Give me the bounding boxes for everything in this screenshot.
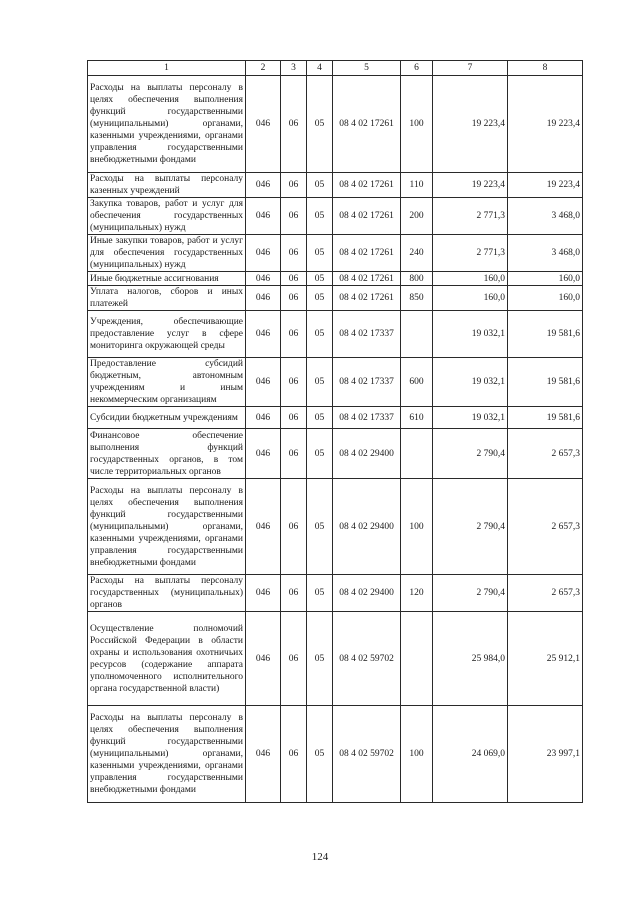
- row-amount-2: 19 581,6: [508, 407, 583, 429]
- row-name: Финансовое обеспечение выполнения функций государственных органов, в том числе территориальных органов: [88, 429, 246, 479]
- row-amount-1: 160,0: [433, 286, 508, 311]
- row-subsection: 05: [307, 198, 333, 235]
- row-expense-type: 240: [401, 235, 433, 272]
- row-section: 06: [281, 272, 307, 286]
- row-expense-type: 100: [401, 76, 433, 173]
- row-name: Иные закупки товаров, работ и услуг для обеспечения государственных (муниципальных) нужд: [88, 235, 246, 272]
- row-expense-type: [401, 612, 433, 706]
- row-section: 06: [281, 575, 307, 612]
- row-expense-type: 610: [401, 407, 433, 429]
- row-amount-1: 19 032,1: [433, 407, 508, 429]
- row-amount-2: 19 223,4: [508, 76, 583, 173]
- row-name: Осуществление полномочий Российской Федерации в области охраны и использования охотничьих ресурсов (содержание аппарата уполномоченного исполнительного органа государственной власти): [88, 612, 246, 706]
- row-subsection: 05: [307, 429, 333, 479]
- row-section: 06: [281, 76, 307, 173]
- row-expense-type: 850: [401, 286, 433, 311]
- header-col-2: 2: [246, 61, 281, 76]
- row-section: 06: [281, 173, 307, 198]
- row-expense-type: 200: [401, 198, 433, 235]
- table-row: [88, 575, 583, 612]
- row-name: Расходы на выплаты персоналу государственных (муниципальных) органов: [88, 575, 246, 612]
- header-col-3: 3: [281, 61, 307, 76]
- row-amount-1: 24 069,0: [433, 706, 508, 803]
- table-row: [88, 358, 583, 407]
- row-target-article: 08 4 02 17261: [333, 235, 401, 272]
- row-subsection: 05: [307, 612, 333, 706]
- table-row: [88, 173, 583, 198]
- row-section: 06: [281, 198, 307, 235]
- row-expense-type: 800: [401, 272, 433, 286]
- row-target-article: 08 4 02 29400: [333, 479, 401, 575]
- row-target-article: 08 4 02 29400: [333, 575, 401, 612]
- row-subsection: 05: [307, 479, 333, 575]
- header-col-1: 1: [88, 61, 246, 76]
- row-amount-1: 160,0: [433, 272, 508, 286]
- table-row: [88, 429, 583, 479]
- table-row: [88, 612, 583, 706]
- row-subsection: 05: [307, 76, 333, 173]
- header-row: [88, 61, 583, 76]
- row-target-article: 08 4 02 17261: [333, 272, 401, 286]
- row-code-admin: 046: [246, 272, 281, 286]
- row-subsection: 05: [307, 286, 333, 311]
- row-amount-2: 3 468,0: [508, 235, 583, 272]
- row-section: 06: [281, 479, 307, 575]
- row-section: 06: [281, 706, 307, 803]
- row-name: Расходы на выплаты персоналу казенных учреждений: [88, 173, 246, 198]
- row-subsection: 05: [307, 173, 333, 198]
- row-name: Закупка товаров, работ и услуг для обеспечения государственных (муниципальных) нужд: [88, 198, 246, 235]
- row-expense-type: [401, 311, 433, 358]
- row-code-admin: 046: [246, 407, 281, 429]
- table-row: [88, 407, 583, 429]
- row-amount-1: 2 790,4: [433, 429, 508, 479]
- row-target-article: 08 4 02 17261: [333, 198, 401, 235]
- row-amount-2: 160,0: [508, 286, 583, 311]
- row-code-admin: 046: [246, 575, 281, 612]
- row-subsection: 05: [307, 311, 333, 358]
- header-col-5: 5: [333, 61, 401, 76]
- header-col-4: 4: [307, 61, 333, 76]
- row-section: 06: [281, 286, 307, 311]
- row-amount-2: 19 223,4: [508, 173, 583, 198]
- row-expense-type: 100: [401, 479, 433, 575]
- row-amount-2: 3 468,0: [508, 198, 583, 235]
- row-name: Субсидии бюджетным учреждениям: [88, 407, 246, 429]
- page-number: 124: [311, 851, 329, 863]
- row-target-article: 08 4 02 29400: [333, 429, 401, 479]
- row-subsection: 05: [307, 706, 333, 803]
- row-subsection: 05: [307, 575, 333, 612]
- row-expense-type: [401, 429, 433, 479]
- row-amount-2: 2 657,3: [508, 479, 583, 575]
- row-name: Иные бюджетные ассигнования: [88, 272, 246, 286]
- row-name: Учреждения, обеспечивающие предоставление услуг в сфере мониторинга окружающей среды: [88, 311, 246, 358]
- budget-table: [87, 60, 583, 803]
- table-row: [88, 272, 583, 286]
- row-code-admin: 046: [246, 198, 281, 235]
- row-amount-1: 25 984,0: [433, 612, 508, 706]
- row-amount-2: 2 657,3: [508, 429, 583, 479]
- row-target-article: 08 4 02 17337: [333, 407, 401, 429]
- row-amount-1: 19 223,4: [433, 76, 508, 173]
- row-amount-1: 2 790,4: [433, 575, 508, 612]
- row-amount-2: 23 997,1: [508, 706, 583, 803]
- row-expense-type: 110: [401, 173, 433, 198]
- row-code-admin: 046: [246, 173, 281, 198]
- row-section: 06: [281, 407, 307, 429]
- table-row: [88, 286, 583, 311]
- header-col-8: 8: [508, 61, 583, 76]
- row-code-admin: 046: [246, 286, 281, 311]
- row-target-article: 08 4 02 17337: [333, 358, 401, 407]
- row-target-article: 08 4 02 59702: [333, 706, 401, 803]
- row-code-admin: 046: [246, 706, 281, 803]
- row-amount-1: 19 223,4: [433, 173, 508, 198]
- table-body: [88, 76, 583, 803]
- row-amount-2: 160,0: [508, 272, 583, 286]
- row-name: Расходы на выплаты персоналу в целях обеспечения выполнения функций государственными (муниципальными) органами, казенными учреждениями, органами управления государственными внебюджетными фондами: [88, 479, 246, 575]
- row-expense-type: 600: [401, 358, 433, 407]
- row-target-article: 08 4 02 17261: [333, 76, 401, 173]
- row-code-admin: 046: [246, 311, 281, 358]
- table-row: [88, 198, 583, 235]
- row-name: Уплата налогов, сборов и иных платежей: [88, 286, 246, 311]
- row-section: 06: [281, 235, 307, 272]
- row-amount-1: 19 032,1: [433, 358, 508, 407]
- row-code-admin: 046: [246, 612, 281, 706]
- row-name: Расходы на выплаты персоналу в целях обеспечения выполнения функций государственными (муниципальными) органами, казенными учреждениями, органами управления государственными внебюджетными фондами: [88, 706, 246, 803]
- row-name: Расходы на выплаты персоналу в целях обеспечения выполнения функций государственными (муниципальными) органами, казенными учреждениями, органами управления государственными внебюджетными фондами: [88, 76, 246, 173]
- row-code-admin: 046: [246, 429, 281, 479]
- row-section: 06: [281, 612, 307, 706]
- row-code-admin: 046: [246, 358, 281, 407]
- row-section: 06: [281, 429, 307, 479]
- row-amount-1: 2 771,3: [433, 198, 508, 235]
- table-row: [88, 479, 583, 575]
- row-expense-type: 120: [401, 575, 433, 612]
- table-row: [88, 706, 583, 803]
- row-expense-type: 100: [401, 706, 433, 803]
- table-row: [88, 235, 583, 272]
- header-col-7: 7: [433, 61, 508, 76]
- row-code-admin: 046: [246, 76, 281, 173]
- row-amount-2: 19 581,6: [508, 358, 583, 407]
- row-code-admin: 046: [246, 235, 281, 272]
- row-subsection: 05: [307, 407, 333, 429]
- row-target-article: 08 4 02 59702: [333, 612, 401, 706]
- row-section: 06: [281, 358, 307, 407]
- row-section: 06: [281, 311, 307, 358]
- table-row: [88, 311, 583, 358]
- row-subsection: 05: [307, 272, 333, 286]
- row-amount-1: 2 771,3: [433, 235, 508, 272]
- row-subsection: 05: [307, 235, 333, 272]
- row-target-article: 08 4 02 17261: [333, 173, 401, 198]
- row-subsection: 05: [307, 358, 333, 407]
- table-header: [88, 61, 583, 76]
- row-target-article: 08 4 02 17261: [333, 286, 401, 311]
- table-row: [88, 76, 583, 173]
- row-name: Предоставление субсидий бюджетным, автономным учреждениям и иным некоммерческим организациям: [88, 358, 246, 407]
- row-target-article: 08 4 02 17337: [333, 311, 401, 358]
- row-amount-1: 2 790,4: [433, 479, 508, 575]
- row-amount-1: 19 032,1: [433, 311, 508, 358]
- row-amount-2: 25 912,1: [508, 612, 583, 706]
- row-amount-2: 2 657,3: [508, 575, 583, 612]
- header-col-6: 6: [401, 61, 433, 76]
- row-amount-2: 19 581,6: [508, 311, 583, 358]
- row-code-admin: 046: [246, 479, 281, 575]
